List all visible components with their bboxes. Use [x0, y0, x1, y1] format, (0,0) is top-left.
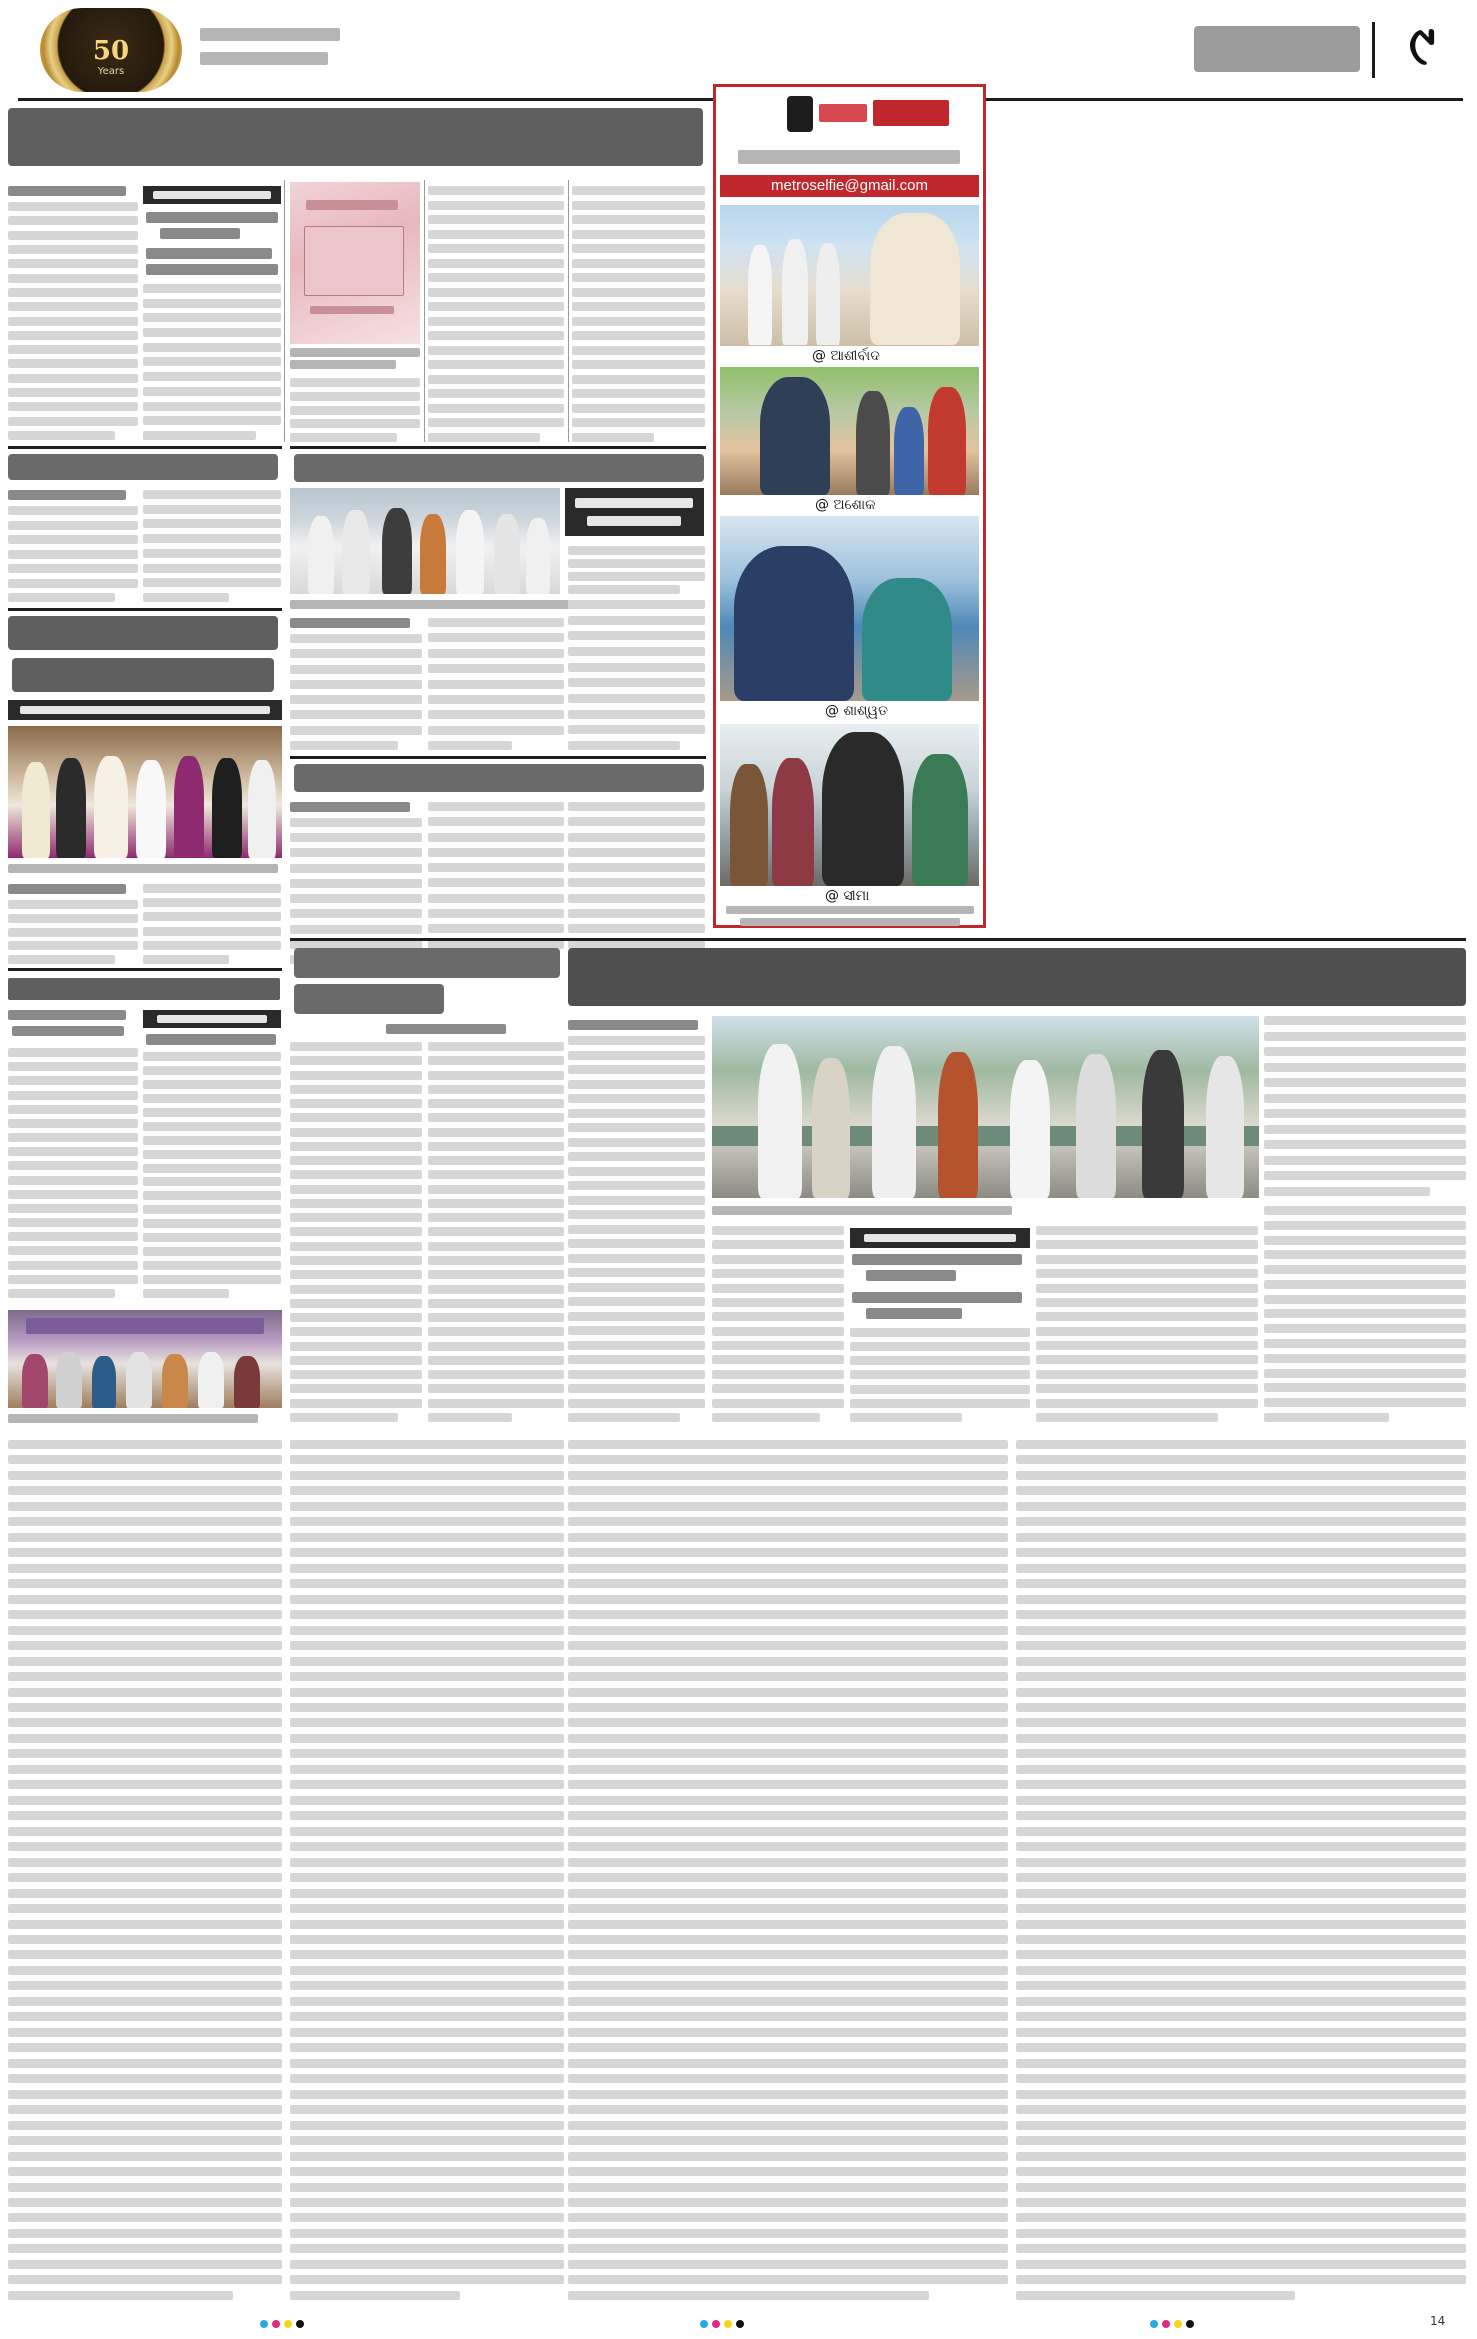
- mahavir-col1-body: [290, 634, 422, 750]
- selfie-instructions-line2: [740, 918, 960, 926]
- kenal-headline-line1: [294, 948, 560, 978]
- phone-selfie-logo: [727, 96, 974, 132]
- story1-col2-body: [143, 284, 281, 440]
- ayurveda-col2-body: [143, 884, 281, 964]
- column-divider: [424, 180, 425, 442]
- sand-inset-point-2b: [866, 1308, 962, 1319]
- registration-mark-magenta: [712, 2320, 720, 2328]
- ghat-photo-caption: [712, 1206, 1012, 1215]
- sand-inset-point-1b: [866, 1270, 956, 1281]
- dateline-city-day: [200, 28, 340, 41]
- ayurveda-dateline: [8, 884, 126, 894]
- sand-col0-body: [568, 1036, 705, 1422]
- dateline-date: [200, 52, 328, 65]
- education-minister-dateline: [290, 802, 410, 812]
- selfie-photo-2: [720, 367, 979, 495]
- mahavir-dateline: [290, 618, 410, 628]
- registration-mark-yellow: [284, 2320, 292, 2328]
- story1-highlight-point-2b: [146, 264, 278, 275]
- selfie-tagline: [738, 150, 960, 164]
- column-divider: [284, 180, 285, 442]
- panchayat-dateline: [8, 490, 126, 500]
- sand-inset-header: [850, 1228, 1030, 1248]
- minister-visit-box: [565, 488, 704, 536]
- yukta3-highlight-point: [146, 1034, 276, 1045]
- story1-dateline: [8, 186, 126, 196]
- yukta3-headline: [8, 978, 280, 1000]
- selfie-photo-1: [720, 205, 979, 346]
- panchayat-col2-body: [143, 490, 281, 602]
- panchayat-col1-body: [8, 506, 138, 602]
- selfie-caption-1: @ ଆଶୀର୍ବାଦ: [812, 348, 880, 364]
- document-photo: [290, 182, 420, 344]
- yukta3-dateline-2: [12, 1026, 124, 1036]
- story1-col1-body: [8, 202, 138, 440]
- story1-highlight-header: [143, 186, 281, 204]
- lower-section-rule: [8, 968, 282, 971]
- yukta3-col2-body: [143, 1052, 281, 1298]
- sand-col3-lower: [1036, 1226, 1258, 1422]
- story1-col4-body: [428, 186, 564, 442]
- ribbon-cutting-photo: [290, 488, 560, 594]
- registration-mark-cyan: [260, 2320, 268, 2328]
- badge-years-label: Years: [97, 66, 125, 77]
- yukta3-highlight-header: [143, 1010, 281, 1028]
- column-divider: [568, 180, 569, 442]
- ayurveda-subhead-bar: [8, 700, 282, 720]
- lower-middle-body: [290, 1440, 564, 2300]
- lower-section-rule: [290, 938, 1466, 941]
- sand-col1-lower: [712, 1226, 844, 1422]
- mahavir-col3-body: [568, 600, 705, 750]
- badge-number: 50: [92, 36, 130, 66]
- lead-headline: [8, 108, 703, 166]
- folio-number: 14: [1430, 2314, 1446, 2328]
- mahavir-headline: [294, 454, 704, 482]
- yukta3-dateline: [8, 1010, 126, 1020]
- dharna-photo: [8, 1310, 282, 1408]
- registration-mark-cyan: [1150, 2320, 1158, 2328]
- selfie-photo-4: [720, 724, 979, 886]
- sand-col-far-right-top: [1264, 1016, 1466, 1196]
- sand-theft-dateline: [568, 1020, 698, 1030]
- kenal-headline-line2: [294, 984, 444, 1014]
- registration-mark-black: [736, 2320, 744, 2328]
- registration-mark-magenta: [272, 2320, 280, 2328]
- selfie-caption-2: @ ଅଶୋକ: [815, 497, 876, 513]
- lower-left-body: [8, 1440, 282, 2300]
- dharna-photo-caption: [8, 1414, 258, 1423]
- story1-col3-body: [290, 378, 420, 442]
- sand-inset-point-1: [852, 1254, 1022, 1265]
- story1-highlight-point-1: [146, 212, 278, 223]
- kenal-col2-body: [428, 1042, 564, 1422]
- lower-far-right-body: [1016, 1440, 1466, 2300]
- mahavir-col-right-top: [568, 546, 705, 594]
- document-photo-caption-2: [290, 360, 396, 369]
- document-photo-caption: [290, 348, 420, 357]
- ayurveda-col1-body: [8, 900, 138, 964]
- story-separator: [8, 446, 282, 449]
- story1-highlight-point-2: [146, 248, 272, 259]
- section-title: [1194, 26, 1360, 72]
- story-separator: [290, 446, 706, 449]
- ayurveda-headline-line1: [8, 616, 278, 650]
- ayurveda-mou-photo: [8, 726, 282, 858]
- sand-col4-lower: [1264, 1206, 1466, 1422]
- registration-mark-yellow: [724, 2320, 732, 2328]
- sand-inset-point-2: [852, 1292, 1022, 1303]
- ghat-inspection-photo: [712, 1016, 1259, 1198]
- registration-mark-magenta: [1162, 2320, 1170, 2328]
- registration-mark-black: [1186, 2320, 1194, 2328]
- ayurveda-photo-caption: [8, 864, 278, 873]
- story1-highlight-point-1b: [160, 228, 240, 239]
- selfie-photo-3: [720, 516, 979, 701]
- page-number: ୯: [1408, 14, 1436, 77]
- sand-theft-headline: [568, 948, 1466, 1006]
- registration-mark-black: [296, 2320, 304, 2328]
- story1-col5-body: [572, 186, 705, 442]
- education-col1-body: [290, 818, 422, 964]
- panchayat-headline: [8, 454, 278, 480]
- story-separator: [8, 608, 282, 611]
- education-minister-headline: [294, 764, 704, 792]
- selfie-instructions-line1: [726, 906, 974, 914]
- registration-mark-yellow: [1174, 2320, 1182, 2328]
- lower-right-body: [568, 1440, 1008, 2300]
- kenal-dateline: [386, 1024, 506, 1034]
- header-divider: [1372, 22, 1375, 78]
- selfie-caption-4: @ ସୀମା: [825, 888, 870, 904]
- yukta3-col1-body: [8, 1048, 138, 1298]
- story-separator: [290, 756, 706, 759]
- mahavir-col2-body: [428, 618, 564, 750]
- kenal-col1-body: [290, 1042, 422, 1422]
- selfie-email[interactable]: metroselfie@gmail.com: [720, 175, 979, 197]
- ayurveda-headline-line2: [12, 658, 274, 692]
- registration-mark-cyan: [700, 2320, 708, 2328]
- selfie-caption-3: @ ଶାଶ୍ୱତ: [825, 703, 889, 719]
- sand-col2-lower: [850, 1328, 1030, 1422]
- ribbon-photo-caption: [290, 600, 570, 609]
